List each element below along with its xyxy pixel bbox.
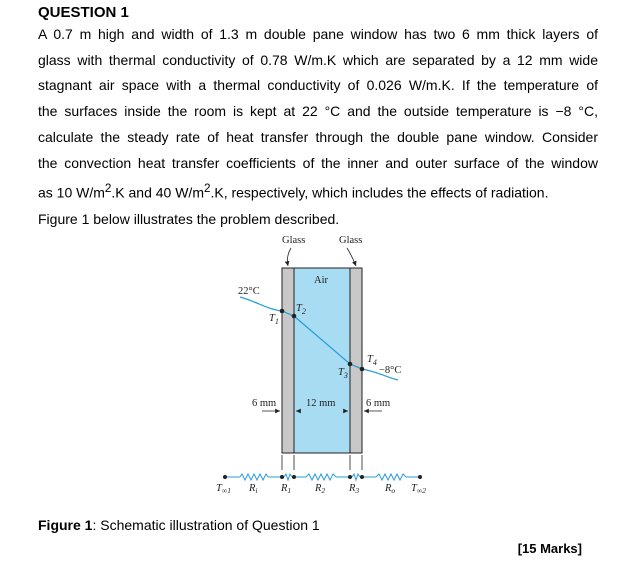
glass-right-pane (350, 268, 362, 453)
glass-left-pointer (287, 248, 291, 266)
question-line-8: Figure 1 below illustrates the problem described. (38, 210, 340, 227)
dim-glass-right-label: 6 mm (366, 398, 391, 409)
air-gap (294, 268, 350, 453)
figure-caption-text: : Schematic illustration of Question 1 (92, 517, 320, 533)
air-label: Air (314, 275, 328, 286)
resistance-network (225, 474, 420, 480)
line7-sup-1: 2 (104, 182, 112, 196)
line7-part-3: .K, respectively, which includes the effects of radiation. (210, 184, 549, 201)
glass-left-pane (282, 268, 294, 453)
dim-air-label: 12 mm (306, 398, 336, 409)
t2-point (292, 314, 297, 319)
t2-label: $T_2$ (296, 303, 306, 316)
figure-caption (38, 517, 320, 533)
resistance-label-ri: Ri (249, 483, 258, 495)
resistance-label-tinf2: T∞2 (411, 483, 426, 495)
t1-point (280, 309, 285, 314)
circuit-ticks (282, 455, 362, 470)
t4-label: $T_4$ (367, 354, 377, 367)
resistance-label-r2: R2 (315, 483, 326, 495)
t4-point (360, 367, 365, 372)
resistance-label-r3: R3 (349, 483, 360, 495)
line7-part-1: as 10 W/m (38, 184, 105, 201)
resistance-label-r1: R1 (281, 483, 292, 495)
glass-right-label: Glass (339, 235, 363, 246)
t1-label: $T_1$ (269, 313, 279, 326)
question-line-5: calculate the steady rate of heat transfer through the double pane window. Consider (38, 128, 598, 145)
glass-left-label: Glass (282, 235, 306, 246)
marks-label: [15 Marks] (517, 541, 582, 556)
inside-temperature-label: 22°C (238, 286, 260, 297)
question-line-1: A 0.7 m high and width of 1.3 m double pane window has two 6 mm thick layers of (38, 26, 598, 42)
figure-caption-label: Figure 1 (38, 517, 93, 533)
outside-temperature-label: −8°C (379, 365, 402, 376)
t3-point (348, 362, 353, 367)
t3-label: $T_3$ (338, 367, 348, 380)
dim-glass-left-label: 6 mm (252, 398, 277, 409)
question-line-2: glass with thermal conductivity of 0.78 W/m.K which are separated by a 12 mm wide (38, 51, 598, 68)
question-line-3: stagnant air space with a thermal conductivity of 0.026 W/m.K. If the temperature of (38, 77, 598, 94)
resistance-label-ro: Ro (385, 483, 396, 495)
line7-part-2: .K and 40 W/m (111, 184, 204, 201)
resistance-label-tinf1: T∞1 (216, 483, 231, 495)
line7-sup-2: 2 (203, 182, 211, 196)
question-line-6: the convection heat transfer coefficients of the inner and outer surface of the window (38, 154, 598, 171)
question-line-4: the surfaces inside the room is kept at 22 °C and the outside temperature is −8 °C, (38, 103, 598, 120)
glass-right-pointer (347, 248, 356, 266)
question-heading: QUESTION 1 (38, 4, 129, 21)
